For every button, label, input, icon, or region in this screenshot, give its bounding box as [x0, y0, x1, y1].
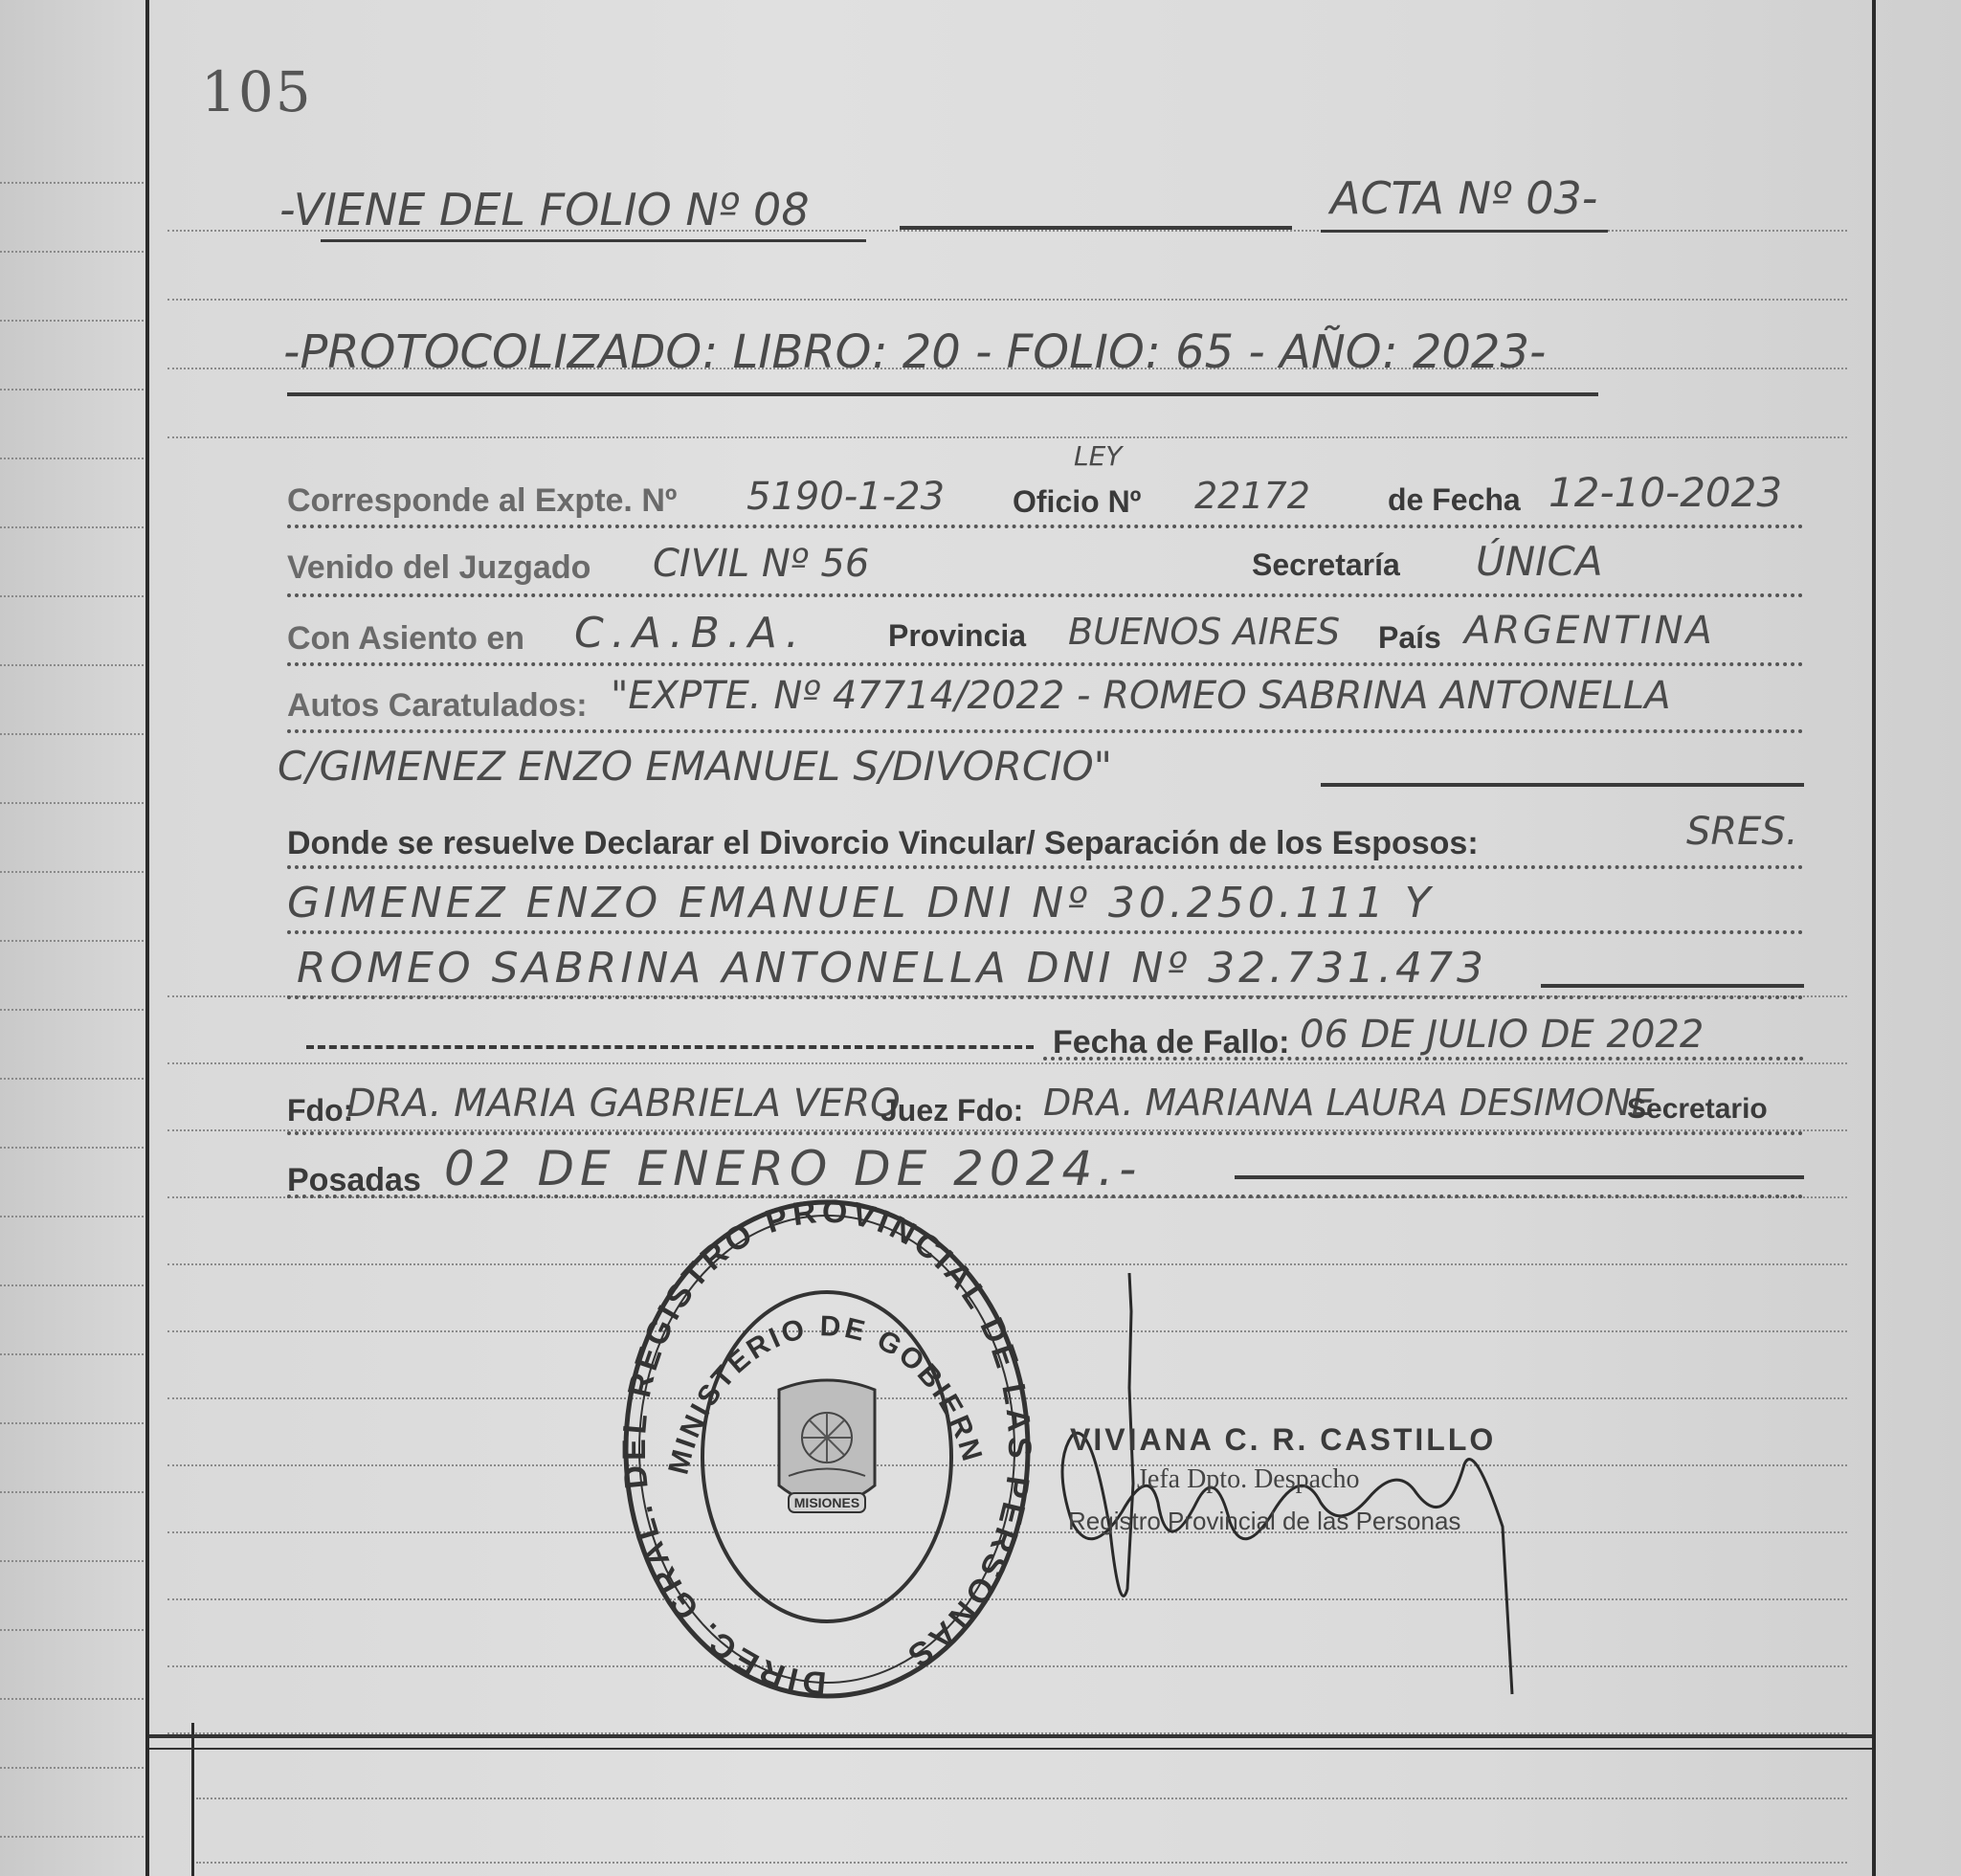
closing-double-rule-2: [149, 1748, 1872, 1750]
fdo-label: Fdo:: [287, 1093, 354, 1128]
acta-underline: [1321, 230, 1608, 233]
juez-fdo-label: Juez Fdo:: [880, 1093, 1024, 1128]
pais-value: ARGENTINA: [1464, 609, 1715, 653]
fallo-label: Fecha de Fallo:: [1053, 1024, 1290, 1061]
page-number: 105: [201, 59, 313, 124]
expte-label: Corresponde al Expte. Nº: [287, 482, 678, 519]
emblem-label: MISIONES: [793, 1495, 860, 1510]
asiento-value: C.A.B.A.: [574, 609, 807, 658]
acta-number: ACTA Nº 03-: [1330, 172, 1598, 224]
juez-value: DRA. MARIA GABRIELA VERO: [346, 1082, 901, 1126]
viene-underline: [321, 239, 866, 242]
posadas-value: 02 DE ENERO DE 2024.-: [444, 1141, 1143, 1196]
autos-line-2: C/GIMENEZ ENZO EMANUEL S/DIVORCIO": [278, 743, 1112, 790]
esposa-line: ROMEO SABRINA ANTONELLA DNI Nº 32.731.473: [297, 944, 1488, 993]
header-connector-line: [900, 226, 1292, 230]
asiento-label: Con Asiento en: [287, 620, 525, 657]
pais-label: País: [1378, 620, 1441, 655]
esposo-line: GIMENEZ ENZO EMANUEL DNI Nº 30.250.111 Y: [287, 879, 1435, 927]
autos-label: Autos Caratulados:: [287, 687, 588, 724]
esposa-filler: [1541, 984, 1804, 988]
autos-line-1: "EXPTE. Nº 47714/2022 - ROMEO SABRINA ANTONELLA: [611, 674, 1671, 718]
provincia-value: BUENOS AIRES: [1068, 611, 1341, 653]
official-role: Jefa Dpto. Despacho: [1137, 1464, 1360, 1494]
registry-seal: [620, 1198, 1034, 1706]
protocolizado-line: -PROTOCOLIZADO: LIBRO: 20 - FOLIO: 65 - AÑO: 2023-: [283, 325, 1547, 379]
official-office: Registro Provincial de las Personas: [1068, 1507, 1461, 1535]
fecha-value: 12-10-2023: [1549, 469, 1783, 516]
juzgado-label: Venido del Juzgado: [287, 549, 591, 586]
fecha-label: de Fecha: [1388, 482, 1521, 517]
inner-margin-rule: [191, 1723, 194, 1876]
seal-outer-text: DIREC. GRAL. D L REGISTRO PROVINCIAL DE L PERSONAS: [620, 1198, 1034, 1702]
expte-value: 5190-1-23: [747, 475, 946, 519]
posadas-filler: [1235, 1175, 1804, 1179]
viene-del-folio: -VIENE DEL FOLIO Nº 08: [279, 184, 810, 235]
secretario-value: DRA. MARIANA LAURA DESIMONE: [1043, 1082, 1655, 1124]
oficio-label: Oficio Nº: [1013, 484, 1142, 519]
official-name: VIVIANA C. R. CASTILLO: [1070, 1422, 1497, 1457]
secretaria-value: ÚNICA: [1476, 538, 1603, 585]
resuelve-label: Donde se resuelve Declarar el Divorcio Vincular/ Separación de los Esposos:: [287, 825, 1479, 861]
autos-line-2-filler: [1321, 783, 1804, 787]
ley-annotation: LEY: [1074, 440, 1123, 472]
seal-inner-text: MINISTERIO DE GOBIERN: [662, 1310, 989, 1478]
juzgado-value: CIVIL Nº 56: [653, 542, 870, 586]
secretaria-label: Secretaría: [1252, 547, 1400, 582]
misiones-emblem-icon: [779, 1380, 875, 1512]
secretario-label: Secretario: [1627, 1093, 1768, 1125]
protocolizado-underline: [287, 392, 1598, 396]
resuelve-value: SRES.: [1686, 810, 1798, 854]
oficio-value: 22172: [1194, 475, 1310, 517]
closing-double-rule: [149, 1734, 1872, 1738]
left-margin-rule: [145, 0, 149, 1876]
fallo-value: 06 DE JULIO DE 2022: [1300, 1013, 1705, 1057]
fallo-dash-filler: [306, 1045, 1034, 1049]
provincia-label: Provincia: [888, 618, 1027, 653]
right-margin-rule: [1872, 0, 1876, 1876]
posadas-label: Posadas: [287, 1162, 421, 1198]
